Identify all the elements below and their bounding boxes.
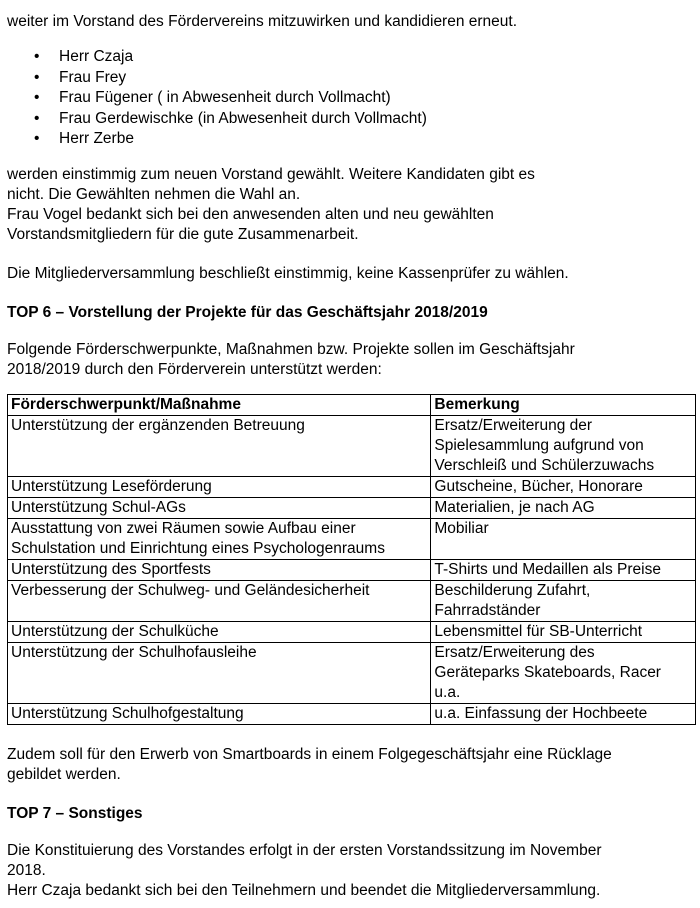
cell-line: Unterstützung des Sportfests bbox=[11, 560, 211, 578]
cell-measure bbox=[8, 559, 431, 580]
cell-line: Lebensmittel für SB-Unterricht bbox=[434, 622, 642, 640]
text-line: Vorstandsmitgliedern für die gute Zusammenarbeit. bbox=[7, 225, 359, 243]
table-row bbox=[8, 621, 696, 642]
document-page bbox=[7, 12, 697, 901]
cell-line: Unterstützung der ergänzenden Betreuung bbox=[11, 416, 305, 434]
projects-table bbox=[7, 394, 696, 725]
cell-line: Unterstützung der Schulhofausleihe bbox=[11, 643, 257, 661]
table-row bbox=[8, 580, 696, 621]
cell-line: Unterstützung Schulhofgestaltung bbox=[11, 704, 244, 722]
cell-line: Unterstützung der Schulküche bbox=[11, 622, 219, 640]
cell-line: Schulstation und Einrichtung eines Psychologenraums bbox=[11, 539, 385, 557]
cell-line: Spielesammlung aufgrund von bbox=[434, 436, 644, 454]
cell-remark bbox=[431, 559, 696, 580]
cell-line: Unterstützung Leseförderung bbox=[11, 477, 212, 495]
cell-measure bbox=[8, 621, 431, 642]
cell-measure bbox=[8, 642, 431, 703]
election-result bbox=[7, 165, 697, 245]
cell-line: Geräteparks Skateboards, Racer bbox=[434, 663, 661, 681]
candidate-item: • Frau Gerdewischke (in Abwesenheit durch Vollmacht) bbox=[7, 109, 697, 130]
candidate-item: • Frau Fügener ( in Abwesenheit durch Vollmacht) bbox=[7, 88, 697, 109]
cell-line: Gutscheine, Bücher, Honorare bbox=[434, 477, 643, 495]
cell-line: Beschilderung Zufahrt, bbox=[434, 581, 591, 599]
table-row bbox=[8, 559, 696, 580]
text-line: Zudem soll für den Erwerb von Smartboards in einem Folgegeschäftsjahr eine Rücklage bbox=[7, 745, 612, 763]
top6-outro bbox=[7, 745, 697, 785]
text-line: gebildet werden. bbox=[7, 765, 121, 783]
cell-line: Materialien, je nach AG bbox=[434, 498, 595, 516]
cell-line: Unterstützung Schul-AGs bbox=[11, 498, 186, 516]
table-row bbox=[8, 518, 696, 559]
cell-line: Ersatz/Erweiterung des bbox=[434, 643, 595, 661]
top7-body bbox=[7, 841, 697, 901]
table-body bbox=[8, 415, 696, 724]
candidate-item: • Frau Frey bbox=[7, 68, 697, 89]
table-row bbox=[8, 415, 696, 476]
cell-measure bbox=[8, 703, 431, 724]
table-header-row bbox=[8, 394, 696, 415]
cell-line: Verbesserung der Schulweg- und Geländesicherheit bbox=[11, 581, 370, 599]
cell-line: Ersatz/Erweiterung der bbox=[434, 416, 593, 434]
candidate-list bbox=[7, 47, 697, 150]
candidate-item: • Herr Czaja bbox=[7, 47, 697, 68]
text-line: werden einstimmig zum neuen Vorstand gewählt. Weitere Kandidaten gibt es bbox=[7, 165, 535, 183]
cell-remark bbox=[431, 642, 696, 703]
text-line: Herr Czaja bedankt sich bei den Teilnehmern und beendet die Mitgliederversammlung. bbox=[7, 881, 601, 899]
intro-line: weiter im Vorstand des Fördervereins mitzuwirken und kandidieren erneut. bbox=[7, 13, 518, 30]
table-row bbox=[8, 642, 696, 703]
cell-remark bbox=[431, 621, 696, 642]
cell-line: u.a. Einfassung der Hochbeete bbox=[434, 704, 648, 722]
text-line: 2018. bbox=[7, 861, 46, 879]
cell-remark bbox=[431, 415, 696, 476]
cell-remark bbox=[431, 703, 696, 724]
candidate-item: • Herr Zerbe bbox=[7, 129, 697, 150]
cell-measure bbox=[8, 415, 431, 476]
cell-line: Ausstattung von zwei Räumen sowie Aufbau einer bbox=[11, 519, 356, 537]
cell-remark bbox=[431, 580, 696, 621]
text-line: Frau Vogel bedankt sich bei den anwesenden alten und neu gewählten bbox=[7, 205, 494, 223]
cell-line: u.a. bbox=[434, 683, 461, 701]
cell-remark bbox=[431, 476, 696, 497]
cell-line: T-Shirts und Medaillen als Preise bbox=[434, 560, 661, 578]
text-line: 2018/2019 durch den Förderverein unterstützt werden: bbox=[7, 360, 382, 378]
column-header-remark: Bemerkung bbox=[431, 394, 696, 415]
cell-measure bbox=[8, 580, 431, 621]
text-line: Folgende Förderschwerpunkte, Maßnahmen bzw. Projekte sollen im Geschäftsjahr bbox=[7, 340, 575, 358]
table-row bbox=[8, 497, 696, 518]
cell-line: Fahrradständer bbox=[434, 601, 541, 619]
cell-measure bbox=[8, 518, 431, 559]
text-line: nicht. Die Gewählten nehmen die Wahl an. bbox=[7, 185, 301, 203]
cell-line: Mobiliar bbox=[434, 519, 489, 537]
cell-remark bbox=[431, 497, 696, 518]
cell-line: Verschleiß und Schülerzuwachs bbox=[434, 456, 655, 474]
cell-measure bbox=[8, 497, 431, 518]
table-row bbox=[8, 476, 696, 497]
top6-intro bbox=[7, 340, 697, 380]
top7-heading: TOP 7 – Sonstiges bbox=[7, 804, 143, 822]
top6-heading: TOP 6 – Vorstellung der Projekte für das Geschäftsjahr 2018/2019 bbox=[7, 303, 488, 321]
auditor-decision: Die Mitgliederversammlung beschließt einstimmig, keine Kassenprüfer zu wählen. bbox=[7, 264, 569, 282]
table-row bbox=[8, 703, 696, 724]
cell-measure bbox=[8, 476, 431, 497]
column-header-measure: Förderschwerpunkt/Maßnahme bbox=[8, 394, 431, 415]
text-line: Die Konstituierung des Vorstandes erfolgt in der ersten Vorstandssitzung im November bbox=[7, 841, 602, 859]
cell-remark bbox=[431, 518, 696, 559]
